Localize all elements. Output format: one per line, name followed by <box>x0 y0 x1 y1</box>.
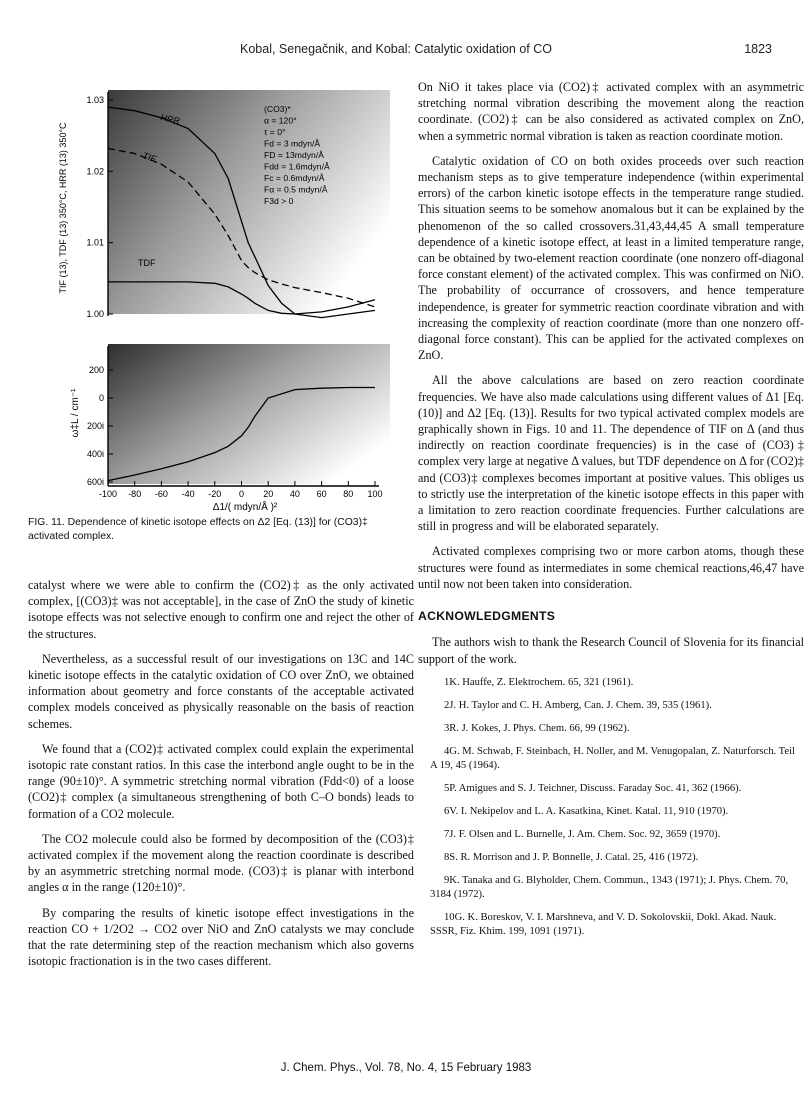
paragraph: Catalytic oxidation of CO on both oxides proceeds over such reaction mechanism steps as to give temperature independence (within experimental errors) of the carbon kinetic isotope effects in the temperature range studied. This situation seems to be somehow anomalous but it can be explained by the phenomenon of the so called crossovers.31,43,44,45 A small temperature dependence of a kinetic isotope effect, at least in a limited temperature range, can be obtained by two-element reaction coordinate (one nonzero off-diagonal force constant element) of the activated complex. This was confirmed on NiO. The probability of occurrance of crossovers, and hence temperature independence, is greater for symmetric reaction coordinate vibration and with increasing the complexity of reaction coordinate (more than one nonzero off-diagonal force constant). This can be applied for the activated complexes on ZnO. <box>418 153 804 363</box>
reference-item: 4G. M. Schwab, F. Steinbach, H. Noller, and M. Venugopalan, Z. Naturforsch. Teil A 19, 45 (1964). <box>430 745 795 771</box>
top-panel-shading <box>108 90 390 314</box>
bottom-y-tick-label: 400i <box>86 449 104 459</box>
journal-footer: J. Chem. Phys., Vol. 78, No. 4, 15 February 1983 <box>280 1062 532 1074</box>
paragraph: Nevertheless, as a successful result of our investigations on 13C and 14C kinetic isotope effects in the catalytic oxidation of CO over ZnO, we obtained information about geometry and force constants of the acceptable activated complex models conceived as physically reasonable on the basis of reaction schemes. <box>28 651 414 731</box>
curve-label-tdf: TDF <box>138 258 156 268</box>
acknowledgments-heading: ACKNOWLEDGMENTS <box>418 609 556 624</box>
figure-11-plot <box>50 88 390 513</box>
bottom-y-tick-label: 600i <box>86 477 104 487</box>
legend-line: Fdd = 1.6mdyn/Å <box>264 161 330 172</box>
right-column <box>418 79 804 948</box>
reference-item: 3R. J. Kokes, J. Phys. Chem. 66, 99 (1962). <box>444 722 630 734</box>
legend-line: (CO3)* <box>264 104 291 114</box>
legend-line: Fα = 0.5 mdyn/Å <box>264 184 328 195</box>
reference-item: 1K. Hauffe, Z. Elektrochem. 65, 321 (1961). <box>444 676 634 688</box>
legend-line: Fc = 0.6mdyn/Å <box>264 173 325 183</box>
paragraph: Activated complexes comprising two or more carbon atoms, though these structures were found as intermediates in some chemical reactions,46,47 have until now not been taken into consideration. <box>418 544 804 591</box>
bottom-x-tick-label: -60 <box>154 489 168 499</box>
bottom-x-tick-label: -80 <box>128 489 142 499</box>
paragraph: catalyst where we were able to confirm the (CO2)‡ as the only activated complex, [(CO3)‡ was not acceptable], in the case of ZnO the study of kinetic isotope effects was not selective enough to confirm one and reject the other of the structures. <box>28 578 414 641</box>
top-y-tick-label: 1.00 <box>86 309 104 319</box>
paragraph: On NiO it takes place via (CO2)‡ activated complex with an asymmetric stretching normal vibration describing the movement along the reaction coordinate. (CO2)‡ can be also considered as activated complex on ZnO, when a symmetric normal vibration is taken as reaction coordinate motion. <box>418 80 804 143</box>
curve-label-hrr: HRR <box>159 112 181 127</box>
bottom-x-tick-label: -20 <box>208 489 222 499</box>
bottom-x-tick-label: 80 <box>343 489 354 499</box>
curve-label-tif: TIF <box>141 150 158 165</box>
bottom-x-tick-label: 60 <box>316 489 327 499</box>
reference-item: 6V. I. Nekipelov and L. A. Kasatkina, Kinet. Katal. 11, 910 (1970). <box>444 805 729 817</box>
legend-line: τ = 0° <box>264 127 286 137</box>
reference-item: 8S. R. Morrison and J. P. Bonnelle, J. Catal. 25, 416 (1972). <box>444 851 699 863</box>
bottom-x-tick-label: -100 <box>98 489 118 499</box>
bottom-panel-shading <box>108 344 390 484</box>
left-column <box>28 577 414 978</box>
legend-line: Fd = 3 mdyn/Å <box>264 138 321 149</box>
figure-caption: FIG. 11. Dependence of kinetic isotope effects on Δ2 [Eq. (13)] for (CO3)‡ activated complex. <box>28 517 368 542</box>
paragraph: All the above calculations are based on zero reaction coordinate frequencies. We have also made calculations using different values of Δ1 [Eq. (10)] and Δ2 [Eq. (13)]. Results for two typical activated complex models are graphically shown in Figs. 10 and 11. The dependence of TIF on Δ (and thus indirectly on reaction coordinate frequencies) is in the case of (CO3)‡ complex very large at negative Δ values, but TDF dependence on Δ for (CO2)‡ and (CO3)‡ complexes becomes important at positive values. This obliges us to strictly use the interpretation of the kinetic isotope effects in this paper with a limitation to zero reaction coordinate frequencies. Further calculations are still in progress and will be elaborated separately. <box>418 373 804 534</box>
legend-line: FD = 13mdyn/Å <box>264 150 324 160</box>
top-y-tick-label: 1.02 <box>86 166 104 177</box>
acknowledgments-text: The authors wish to thank the Research Council of Slovenia for its financial support of the work. <box>418 635 804 666</box>
top-y-tick-label: 1.03 <box>86 95 104 105</box>
bottom-x-tick-label: 40 <box>289 489 300 499</box>
reference-item: 5P. Amigues and S. J. Teichner, Discuss. Faraday Soc. 41, 362 (1966). <box>444 782 742 794</box>
paragraph: The CO2 molecule could also be formed by decomposition of the (CO3)‡ activated complex if the movement along the reaction coordinate is described by an asymmetric stretching normal mode. (CO3)‡ is planar with interbond angles α in the range (120±10)°. <box>28 831 414 895</box>
top-y-axis-label: TIF (13), TDF (13) 350°C, HRR (13) 350°C <box>58 122 68 294</box>
bottom-x-tick-label: 100 <box>367 489 383 499</box>
reference-item: 10G. K. Boreskov, V. I. Marshneva, and V. D. Sokolovskii, Dokl. Akad. Nauk. SSSR, Fiz. Khim. 199, 1091 (1971). <box>430 911 777 937</box>
running-header-title: Kobal, Senegačnik, and Kobal: Catalytic oxidation of CO <box>240 42 552 56</box>
bottom-x-tick-label: -40 <box>181 489 195 499</box>
paragraph: By comparing the results of kinetic isotope effect investigations in the reaction CO + 1/2O2 → CO2 over NiO and ZnO catalysts we may conclude that the rate determining step of the reaction mechanism which also governs isotopic fractionation is in the two cases different. <box>28 905 414 969</box>
bottom-y-tick-label: 200 <box>88 365 104 375</box>
reference-item: 7J. F. Olsen and L. Burnelle, J. Am. Chem. Soc. 92, 3659 (1970). <box>444 828 721 840</box>
bottom-x-tick-label: 0 <box>238 489 245 499</box>
page-number: 1823 <box>744 42 772 56</box>
legend-line: α = 120° <box>264 115 297 126</box>
reference-item: 2J. H. Taylor and C. H. Amberg, Can. J. Chem. 39, 535 (1961). <box>444 699 712 711</box>
bottom-y-tick-label: 0 <box>98 393 104 403</box>
bottom-x-tick-label: 20 <box>263 489 274 499</box>
reference-list <box>418 676 804 939</box>
bottom-y-axis-label: ω‡L / cm⁻¹ <box>70 388 81 438</box>
legend-line: F3d > 0 <box>264 196 294 206</box>
bottom-x-axis-label: Δ1/( mdyn/Å )² <box>212 502 278 513</box>
bottom-y-tick-label: 200i <box>86 421 104 431</box>
top-y-tick-label: 1.01 <box>86 237 104 248</box>
reference-item: 9K. Tanaka and G. Blyholder, Chem. Commun., 1343 (1971); J. Phys. Chem. 70, 3184 (1972). <box>430 874 789 900</box>
paragraph: We found that a (CO2)‡ activated complex could explain the experimental isotopic rate constant ratios. In this case the interbond angle ought to be in the range (90±10)°. A symmetric stretching normal vibration (Fdd<0) of a loose (CO2)‡ complex (a simultaneous strengthening of both C–O bonds) leads to formation of a CO2 molecule. <box>28 741 414 821</box>
figure-11 <box>50 88 390 513</box>
